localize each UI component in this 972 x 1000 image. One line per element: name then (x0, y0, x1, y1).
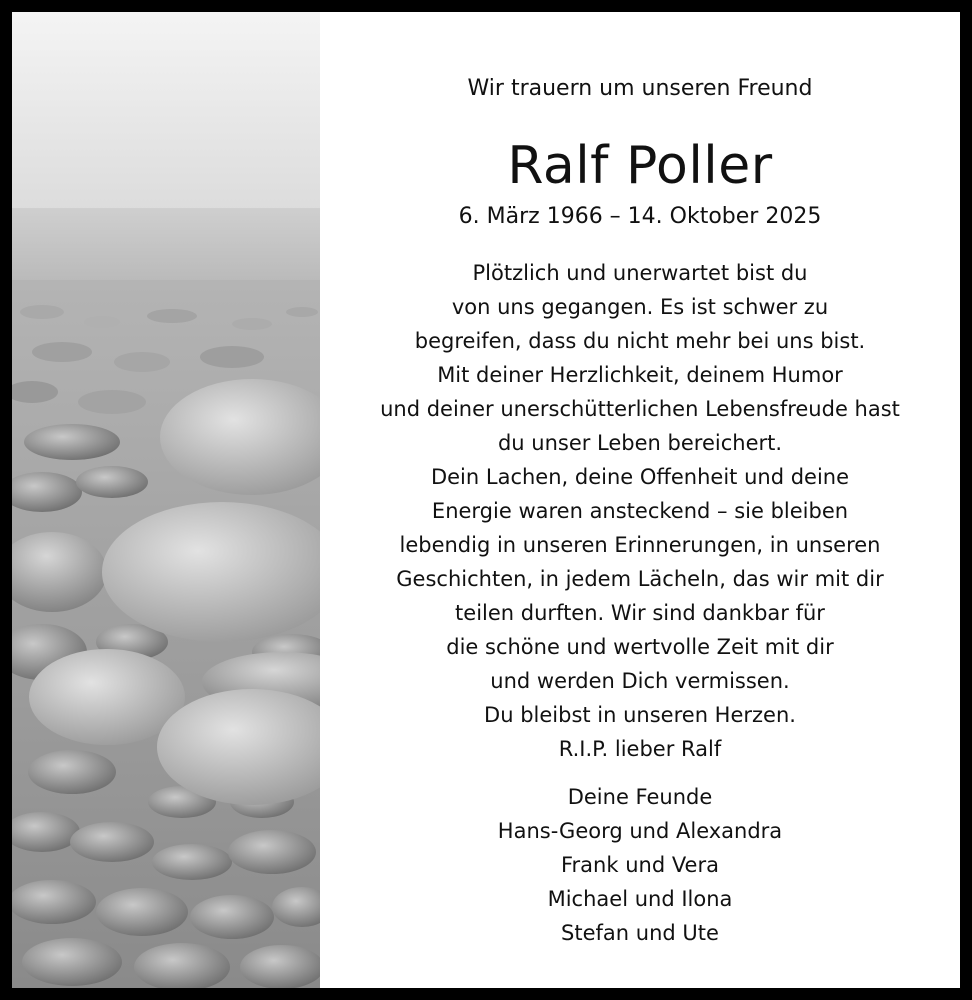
memorial-text-line: Energie waren ansteckend – sie bleiben (431, 499, 849, 523)
mourner-names: Frank und Vera (561, 853, 719, 877)
memorial-text-line: du unser Leben bereichert. (497, 431, 783, 455)
memorial-text-line: die schöne und wertvolle Zeit mit dir (446, 635, 834, 659)
memorial-text-line: teilen durften. Wir sind dankbar für (455, 601, 825, 625)
memorial-text-line: von uns gegangen. Es ist schwer zu (451, 295, 829, 319)
notice-text-column (320, 12, 960, 988)
memorial-text-line: und werden Dich vermissen. (490, 669, 790, 693)
mourners-block (320, 780, 960, 950)
memorial-text-line: Plötzlich und unerwartet bist du (472, 261, 808, 285)
memorial-text-line: und deiner unerschütterlichen Lebensfreude hast (380, 397, 900, 421)
memorial-text-line: Geschichten, in jedem Lächeln, das wir mit dir (396, 567, 884, 591)
memorial-text-line: Mit deiner Herzlichkeit, deinem Humor (437, 363, 843, 387)
intro-line: Wir trauern um unseren Freund (467, 76, 813, 101)
memorial-text-line: begreifen, dass du nicht mehr bei uns bist. (414, 329, 866, 353)
memorial-text-line: Dein Lachen, deine Offenheit und deine (430, 465, 850, 489)
mourner-names: Hans-Georg und Alexandra (497, 819, 783, 843)
signature-heading: Deine Feunde (567, 785, 713, 809)
memorial-text-line: R.I.P. lieber Ralf (558, 737, 722, 761)
pebble-beach-photo (12, 12, 320, 988)
memorial-text-line: Du bleibst in unseren Herzen. (484, 703, 796, 727)
memorial-text-line: lebendig in unseren Erinnerungen, in unseren (399, 533, 881, 557)
mourner-names: Michael und Ilona (547, 887, 733, 911)
deceased-name: Ralf Poller (507, 136, 773, 196)
mourner-names: Stefan und Ute (561, 921, 719, 945)
life-dates: 6. März 1966 – 14. Oktober 2025 (458, 204, 822, 229)
memorial-text (320, 256, 960, 766)
